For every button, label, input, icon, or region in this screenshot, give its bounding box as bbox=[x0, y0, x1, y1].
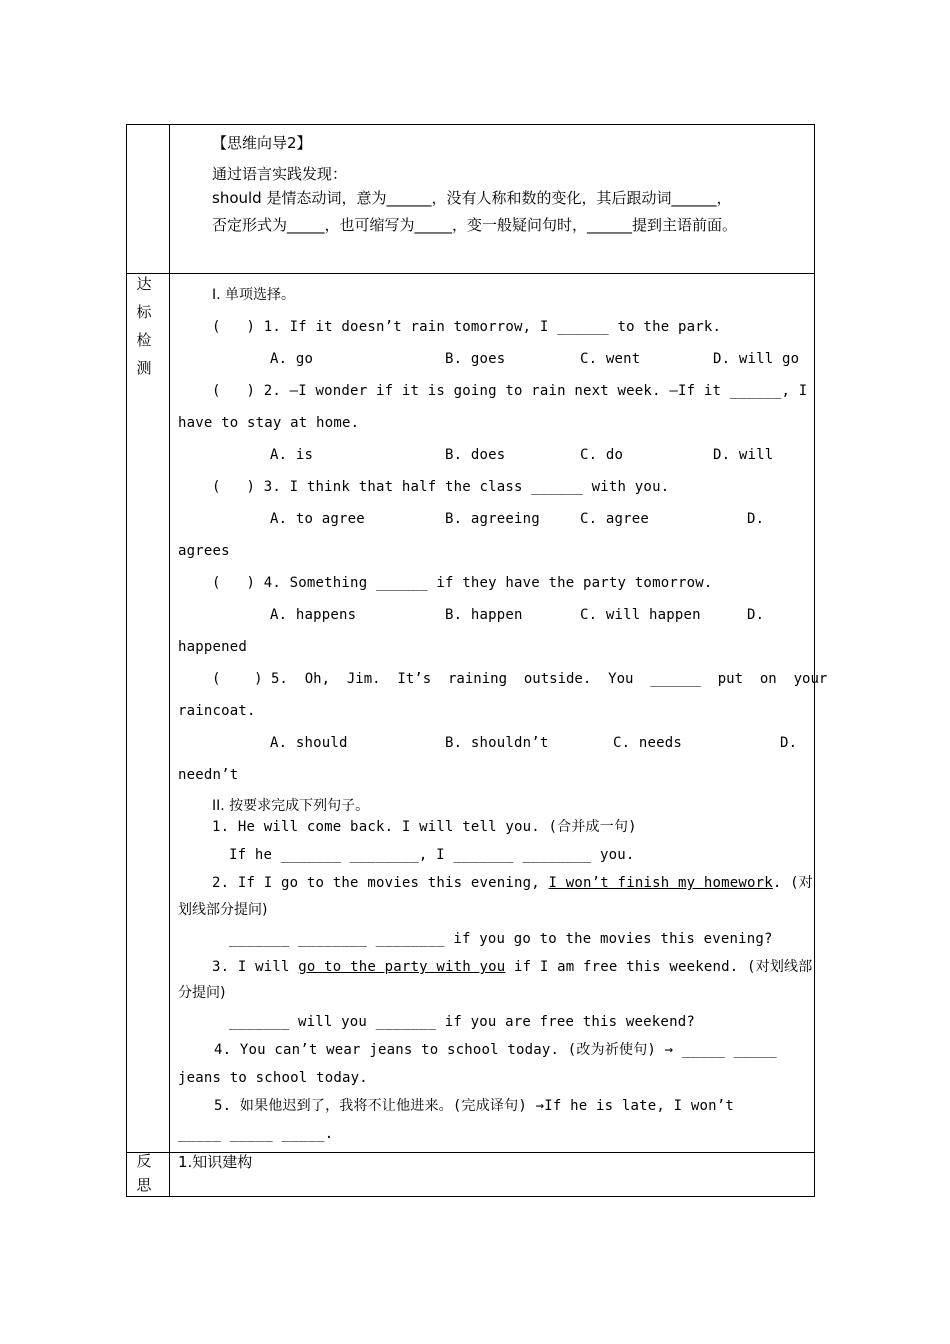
q4-option-d: D. bbox=[747, 607, 765, 623]
sentence-2-cont: 划线部分提问) bbox=[178, 902, 268, 918]
sentence-2-answer: _______ ________ ________ if you go to the movies this evening? bbox=[229, 931, 773, 947]
q3-option-d: D. bbox=[747, 511, 765, 527]
q1-option-b: B. goes bbox=[445, 351, 506, 367]
question-1-stem: ( ) 1. If it doesn’t rain tomorrow, I ______ to the park. bbox=[212, 319, 722, 335]
q4-option-d-text: happened bbox=[178, 639, 248, 655]
question-2-stem-cont: have to stay at home. bbox=[178, 415, 360, 431]
discovery-line: 通过语言实践发现： bbox=[212, 165, 348, 183]
q3-option-c: C. agree bbox=[580, 511, 650, 527]
q1-option-d: D. will go bbox=[713, 351, 800, 367]
sentence-3-answer: _______ will you _______ if you are free this weekend? bbox=[229, 1014, 695, 1030]
q4-option-b: B. happen bbox=[445, 607, 523, 623]
row-divider bbox=[126, 273, 815, 274]
sentence-1-answer: If he _______ ________, I _______ ________ you. bbox=[229, 847, 635, 863]
q5-option-d: D. bbox=[780, 735, 798, 751]
should-meaning-line: should 是情态动词，意为______，没有人称和数的变化，其后跟动词______， bbox=[212, 189, 732, 207]
sentence-4-cont: jeans to school today. bbox=[178, 1070, 368, 1086]
should-negative-line: 否定形式为_____，也可缩写为_____，变一般疑问句时，______提到主语前面。 bbox=[212, 216, 738, 234]
section-heading: 【思维向导2】 bbox=[212, 134, 312, 152]
q3-option-d-text: agrees bbox=[178, 543, 230, 559]
sidebar-reflect-label: 反 思 bbox=[136, 1152, 152, 1194]
column-divider bbox=[169, 124, 170, 1197]
underlined-phrase: I won’t finish my homework bbox=[548, 875, 773, 891]
question-3-stem: ( ) 3. I think that half the class ______ with you. bbox=[212, 479, 670, 495]
q2-option-b: B. does bbox=[445, 447, 506, 463]
sentence-2: 2. If I go to the movies this evening, I won’t finish my homework. (对 bbox=[212, 875, 813, 891]
part2-title: II. 按要求完成下列句子。 bbox=[212, 798, 370, 814]
question-2-stem: ( ) 2. —I wonder if it is going to rain next week. —If it ______, I bbox=[212, 383, 808, 399]
q3-option-a: A. to agree bbox=[270, 511, 365, 527]
part1-title: I. 单项选择。 bbox=[212, 287, 296, 303]
sidebar-test-label: 达 标 检 测 bbox=[136, 275, 152, 377]
question-4-stem: ( ) 4. Something ______ if they have the party tomorrow. bbox=[212, 575, 713, 591]
q5-option-b: B. shouldn’t bbox=[445, 735, 549, 751]
q1-option-c: C. went bbox=[580, 351, 641, 367]
sentence-3: 3. I will go to the party with you if I am free this weekend. (对划线部 bbox=[212, 959, 813, 975]
q5-option-d-text: needn’t bbox=[178, 767, 239, 783]
sentence-4: 4. You can’t wear jeans to school today. (改为祈使句) → _____ _____ bbox=[214, 1042, 777, 1058]
q5-option-a: A. should bbox=[270, 735, 348, 751]
question-5-stem-cont: raincoat. bbox=[178, 703, 256, 719]
q3-option-b: B. agreeing bbox=[445, 511, 540, 527]
knowledge-construction: 1.知识建构 bbox=[178, 1153, 253, 1171]
q4-option-c: C. will happen bbox=[580, 607, 701, 623]
q4-option-a: A. happens bbox=[270, 607, 357, 623]
q2-option-d: D. will bbox=[713, 447, 774, 463]
q1-option-a: A. go bbox=[270, 351, 314, 367]
sentence-3-cont: 分提问) bbox=[178, 985, 226, 1001]
question-5-stem: ( ) 5. Oh, Jim. It’s raining outside. You ______ put on your bbox=[212, 671, 828, 687]
underlined-phrase: go to the party with you bbox=[298, 959, 506, 975]
q2-option-c: C. do bbox=[580, 447, 624, 463]
sentence-1: 1. He will come back. I will tell you. (合并成一句) bbox=[212, 819, 637, 835]
q5-option-c: C. needs bbox=[613, 735, 683, 751]
sentence-5-cont: _____ _____ _____. bbox=[178, 1126, 334, 1142]
sentence-5: 5. 如果他迟到了，我将不让他进来。(完成译句) →If he is late, I won’t bbox=[214, 1098, 735, 1114]
q2-option-a: A. is bbox=[270, 447, 314, 463]
